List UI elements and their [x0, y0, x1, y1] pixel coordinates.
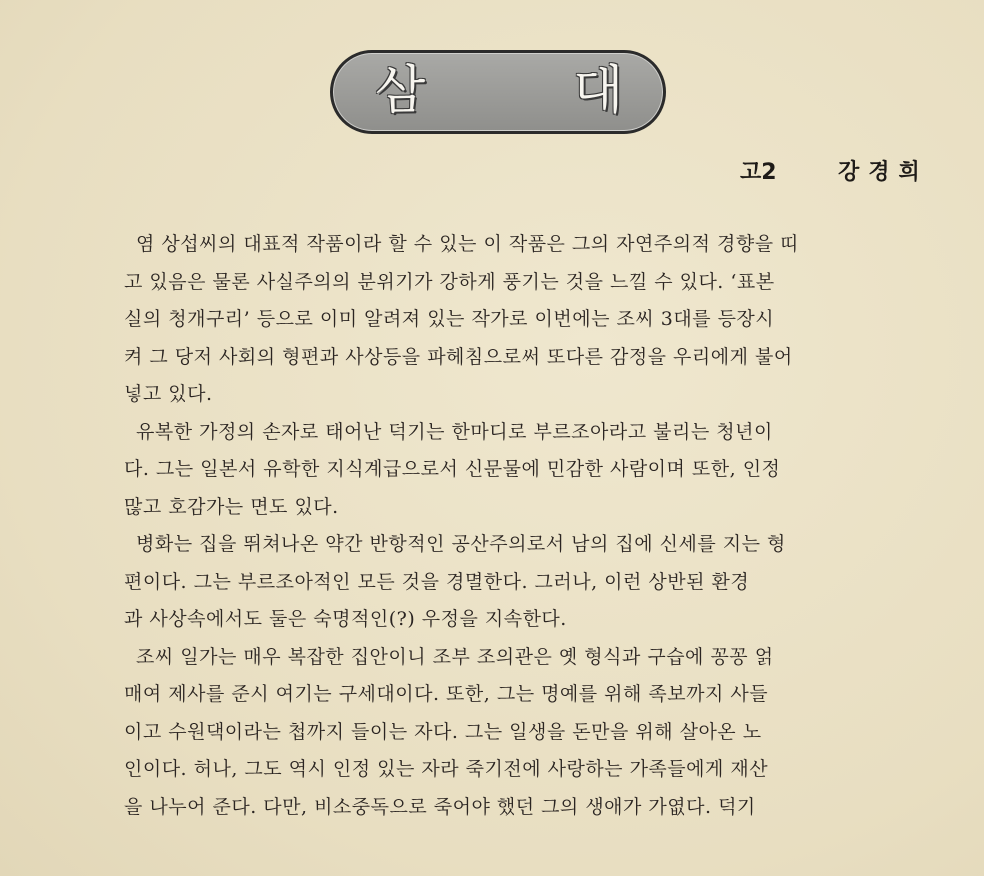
author-byline — [700, 156, 940, 190]
author-name: 강경희 — [838, 160, 929, 185]
text-line: 병화는 집을 뛰쳐나온 약간 반항적인 공산주의로서 남의 집에 신세를 지는 형 — [136, 533, 786, 555]
text-line: 실의 청개구리’ 등으로 이미 알려져 있는 작가로 이번에는 조씨 3대를 등장시 — [124, 308, 775, 330]
text-line: 매여 제사를 준시 여기는 구세대이다. 또한, 그는 명예를 위해 족보까지 사들 — [124, 683, 769, 705]
text-line: 편이다. 그는 부르조아적인 모든 것을 경멸한다. 그러나, 이런 상반된 환경 — [124, 570, 750, 593]
text-line: 많고 호감가는 면도 있다. — [124, 495, 339, 518]
essay-body — [124, 226, 940, 826]
title-char-1: 삼 — [375, 61, 426, 121]
text-line: 염 상섭씨의 대표적 작품이라 할 수 있는 이 작품은 그의 자연주의적 경향을 띠 — [136, 233, 799, 255]
text-line: 켜 그 당저 사회의 형편과 사상등을 파헤침으로써 또다른 감정을 우리에게 불어 — [124, 345, 793, 368]
text-line: 넣고 있다. — [124, 383, 213, 405]
text-line: 과 사상속에서도 둘은 숙명적인(?) 우정을 지속한다. — [124, 608, 567, 630]
title-char-2: 대 — [573, 61, 624, 121]
text-line: 고 있음은 물론 사실주의의 분위기가 강하게 풍기는 것을 느낄 수 있다. ‘표본 — [124, 270, 775, 293]
author-grade: 고2 — [740, 160, 777, 185]
text-line: 유복한 가정의 손자로 태어난 덕기는 한마디로 부르조아라고 불리는 청년이 — [136, 420, 773, 443]
title-banner — [330, 50, 666, 134]
text-line: 다. 그는 일본서 유학한 지식계급으로서 신문물에 민감한 사람이며 또한, 인정 — [124, 458, 781, 480]
text-line: 이고 수원댁이라는 첩까지 들이는 자다. 그는 일생을 돈만을 위해 살아온 노 — [124, 720, 762, 743]
text-line: 을 나누어 준다. 다만, 비소중독으로 죽어야 했던 그의 생애가 가엾다. 덕기 — [124, 795, 756, 818]
text-line: 인이다. 허나, 그도 역시 인정 있는 자라 죽기전에 사랑하는 가족들에게 재산 — [124, 758, 769, 780]
text-line: 조씨 일가는 매우 복잡한 집안이니 조부 조의관은 옛 형식과 구습에 꽁꽁 얽 — [136, 645, 774, 668]
